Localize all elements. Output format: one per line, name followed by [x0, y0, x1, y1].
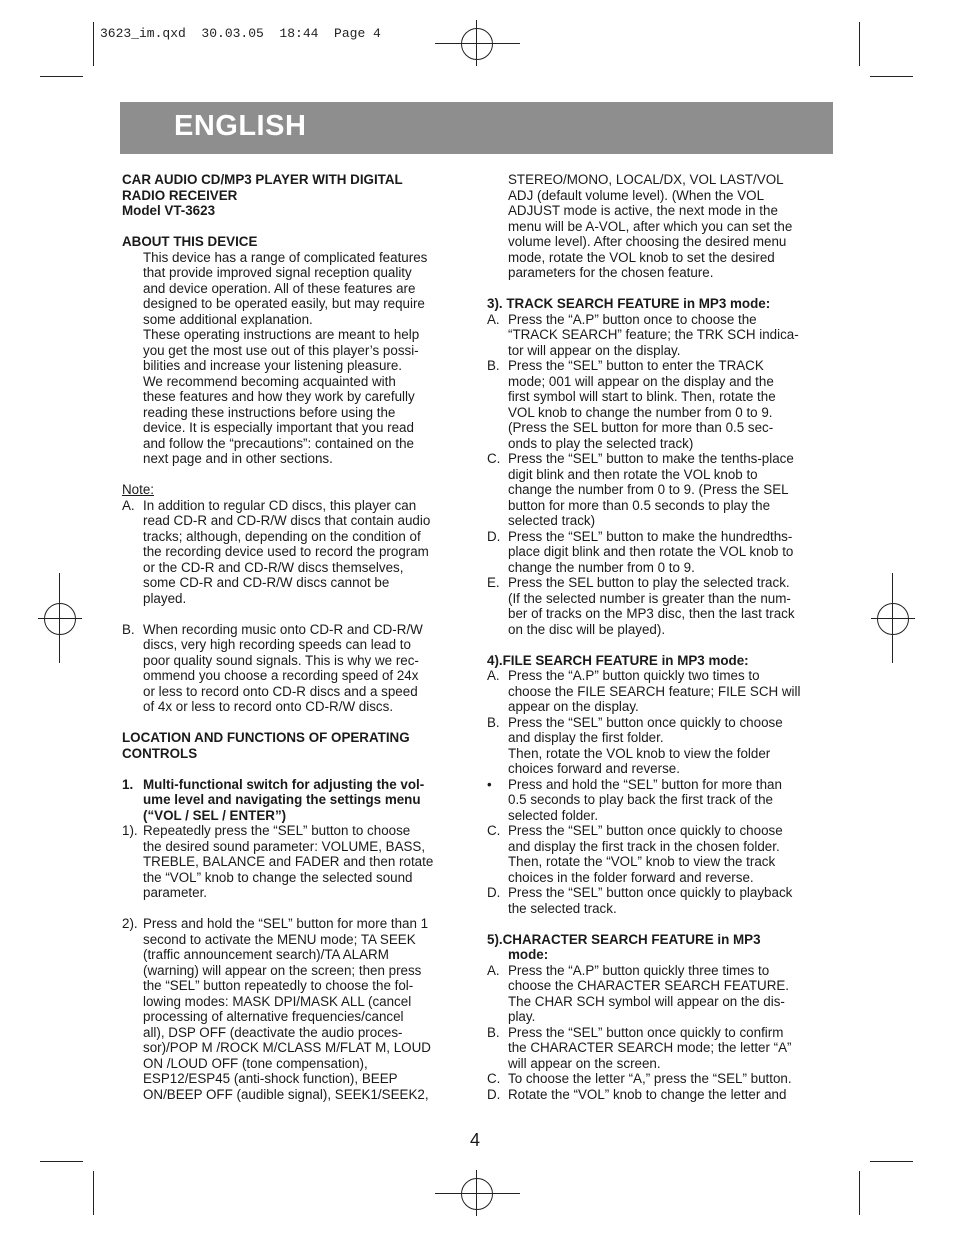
- language-banner: [120, 102, 833, 154]
- text-line: and follow the “precautions”: contained on the: [143, 435, 414, 451]
- right-column: [487, 172, 832, 1102]
- control-subitem-1: [122, 823, 467, 901]
- text-line: the CHARACTER SEARCH mode; the letter “A”: [508, 1040, 792, 1055]
- text-line: Press the “SEL” button once quickly to confirm: [508, 1024, 784, 1040]
- list-item: [487, 715, 832, 777]
- list-item: [487, 963, 832, 1025]
- text-line: Press the “SEL” button once quickly to choose: [508, 714, 783, 730]
- note-item-b: [122, 622, 467, 715]
- text-line: selected track): [508, 513, 596, 528]
- list-item: [487, 777, 832, 824]
- note-label: Note:: [122, 482, 155, 497]
- list-marker: D.: [487, 1086, 501, 1102]
- list-marker: 2).: [122, 916, 138, 931]
- text-line: Rotate the “VOL” knob to change the letter and: [508, 1086, 787, 1102]
- text-line: all), DSP OFF (deactivate the audio proces-: [143, 1024, 403, 1040]
- text-line: (warning) will appear on the screen; then press: [143, 962, 422, 978]
- text-line: Press the “A.P” button quickly two times to: [508, 668, 760, 683]
- list-marker: C.: [487, 1071, 501, 1086]
- text-line: parameters for the chosen feature.: [508, 265, 714, 280]
- text-line: next page and in other sections.: [143, 451, 333, 466]
- text-line: VOL knob to change the number from 0 to 9.: [508, 404, 773, 420]
- text-line: Press the “SEL” button to make the hundredths-: [508, 528, 793, 544]
- character-search-list: [487, 963, 832, 1103]
- text-line: the recording device used to record the program: [143, 544, 429, 559]
- text-line: change the number from 0 to 9.: [508, 559, 695, 575]
- text-line: of 4x or less to record onto CD-R/W discs.: [143, 699, 394, 714]
- text-line: ON /LOUD OFF (tone compensation),: [143, 1055, 368, 1071]
- location-heading: LOCATION AND FUNCTIONS OF OPERATING: [122, 730, 410, 745]
- text-line: ON/BEEP OFF (audible signal), SEEK1/SEEK2,: [143, 1086, 429, 1102]
- text-line: ADJUST mode is active, the next mode in the: [508, 203, 778, 218]
- text-line: In addition to regular CD discs, this player can: [143, 497, 417, 513]
- text-line: processing of alternative frequencies/cancel: [143, 1009, 404, 1024]
- text-line: This device has a range of complicated features: [143, 249, 428, 265]
- text-line: 0.5 seconds to play back the first track of the: [508, 792, 773, 807]
- list-marker: •: [487, 776, 492, 792]
- text-line: on the disc will be played).: [508, 621, 666, 637]
- text-line: Press the “SEL” button to enter the TRACK: [508, 358, 764, 373]
- list-marker: B.: [122, 621, 135, 637]
- list-item: [487, 312, 832, 359]
- text-line: These operating instructions are meant to help: [143, 327, 420, 342]
- list-marker: B.: [487, 1024, 500, 1040]
- text-line: Press the “A.P” button once to choose the: [508, 311, 757, 327]
- text-line: Press and hold the “SEL” button for more than 1: [143, 916, 429, 931]
- text-line: place digit blink and then rotate the VOL knob to: [508, 544, 794, 559]
- list-marker: A.: [487, 311, 500, 327]
- text-line: (“VOL / SEL / ENTER”): [143, 807, 287, 823]
- text-line: digit blink and then rotate the VOL knob to: [508, 466, 758, 482]
- text-line: poor quality sound signals. This is why we rec-: [143, 652, 419, 668]
- list-marker: D.: [487, 885, 501, 900]
- text-line: mode, rotate the VOL knob to set the desired: [508, 249, 775, 265]
- text-line: ber of tracks on the MP3 disc, then the last track: [508, 606, 795, 621]
- text-line: Press the “A.P” button quickly three times to: [508, 962, 770, 978]
- list-item: [487, 451, 832, 529]
- text-line: second to activate the MENU mode; TA SEEK: [143, 931, 416, 947]
- list-item: [487, 823, 832, 885]
- text-line: played.: [143, 590, 187, 606]
- character-search-heading: mode:: [508, 947, 549, 962]
- list-marker: E.: [487, 575, 500, 590]
- list-marker: A.: [122, 497, 135, 513]
- about-heading: ABOUT THIS DEVICE: [122, 234, 258, 249]
- list-marker: C.: [487, 823, 501, 838]
- list-marker: A.: [487, 962, 500, 978]
- text-line: lowing modes: MASK DPI/MASK ALL (cancel: [143, 993, 412, 1009]
- list-item: [487, 529, 832, 576]
- text-line: (Press the SEL button for more than 0.5 sec-: [508, 420, 774, 435]
- text-line: choose the CHARACTER SEARCH FEATURE.: [508, 978, 790, 993]
- list-marker: B.: [487, 358, 500, 373]
- text-line: first symbol will start to blink. Then, rotate the: [508, 389, 776, 404]
- text-line: mode; 001 will appear on the display and the: [508, 373, 774, 389]
- text-line: Press the SEL button to play the selected track.: [508, 575, 790, 590]
- character-search-heading: 5).CHARACTER SEARCH FEATURE in MP3: [487, 931, 761, 947]
- text-line: When recording music onto CD-R and CD-R/W: [143, 621, 423, 637]
- text-line: that provide improved signal reception quality: [143, 265, 412, 280]
- note-item-a: [122, 498, 467, 607]
- text-line: Press and hold the “SEL” button for more than: [508, 776, 782, 792]
- text-line: choose the FILE SEARCH feature; FILE SCH will: [508, 683, 801, 699]
- text-line: “TRACK SEARCH” feature; the TRK SCH indica-: [508, 327, 799, 342]
- control-item-1: [122, 777, 467, 824]
- list-item: [487, 1025, 832, 1072]
- text-line: tracks; although, depending on the condition of: [143, 528, 421, 544]
- text-line: To choose the letter “A,” press the “SEL” button.: [508, 1071, 792, 1086]
- location-heading: CONTROLS: [122, 745, 198, 761]
- file-slug: 3623_im.qxd 30.03.05 18:44 Page 4: [100, 26, 381, 41]
- text-line: TREBLE, BALANCE and FADER and then rotate: [143, 854, 434, 869]
- text-line: Press the “SEL” button once quickly to playback: [508, 885, 793, 900]
- doc-model: Model VT-3623: [122, 203, 216, 218]
- text-line: designed to be operated easily, but may require: [143, 296, 425, 311]
- text-line: reading these instructions before using the: [143, 404, 396, 420]
- text-line: Press the “SEL” button to make the tenths-place: [508, 451, 794, 466]
- text-line: change the number from 0 to 9. (Press the SEL: [508, 482, 789, 497]
- file-search-heading: 4).FILE SEARCH FEATURE in MP3 mode:: [487, 652, 749, 668]
- page-number: 4: [470, 1130, 481, 1150]
- text-line: or less to record onto CD-R discs and a speed: [143, 683, 418, 699]
- text-line: The CHAR SCH symbol will appear on the dis-: [508, 993, 785, 1009]
- text-line: (traffic announcement search)/TA ALARM: [143, 947, 389, 962]
- text-line: Repeatedly press the “SEL” button to choose: [143, 823, 411, 838]
- doc-title-line: RADIO RECEIVER: [122, 187, 238, 203]
- text-line: STEREO/MONO, LOCAL/DX, VOL LAST/VOL: [508, 172, 784, 187]
- list-item: [487, 358, 832, 451]
- text-line: read CD-R and CD-R/W discs that contain audio: [143, 513, 431, 528]
- list-marker: D.: [487, 528, 501, 544]
- text-line: the selected track.: [508, 900, 617, 916]
- text-line: will appear on the screen.: [508, 1055, 661, 1071]
- text-line: play.: [508, 1009, 536, 1024]
- text-line: you get the most use out of this player’s possi-: [143, 342, 419, 358]
- file-search-list: [487, 668, 832, 916]
- text-line: Multi-functional switch for adjusting the vol-: [143, 776, 425, 792]
- text-line: choices forward and reverse.: [508, 761, 680, 776]
- list-marker: C.: [487, 451, 501, 466]
- text-line: the “SEL” button repeatedly to choose the fol-: [143, 978, 414, 993]
- left-column: [122, 172, 467, 1102]
- control-subitem-2: [122, 916, 467, 1102]
- text-line: or the CD-R and CD-R/W discs themselves,: [143, 559, 404, 575]
- text-line: and display the first folder.: [508, 730, 664, 745]
- text-line: the “VOL” knob to change the selected sound: [143, 869, 413, 885]
- list-item: [487, 668, 832, 715]
- text-line: We recommend becoming acquainted with: [143, 373, 396, 389]
- text-line: parameter.: [143, 885, 208, 900]
- text-line: and display the first track in the chosen folder.: [508, 838, 780, 854]
- menu-continuation: [487, 172, 832, 281]
- text-line: button for more than 0.5 seconds to play the: [508, 497, 771, 513]
- text-line: these features and how they work by carefully: [143, 389, 415, 404]
- text-line: appear on the display.: [508, 699, 639, 714]
- text-line: selected folder.: [508, 807, 599, 823]
- text-line: sor)/POP M /ROCK M/CLASS M/FLAT M, LOUD: [143, 1040, 431, 1055]
- banner-title: ENGLISH: [174, 110, 307, 142]
- about-text: [122, 250, 467, 467]
- text-line: Then, rotate the VOL knob to view the folder: [508, 745, 771, 761]
- text-line: ume level and navigating the settings menu: [143, 792, 421, 807]
- doc-title-line: CAR AUDIO CD/MP3 PLAYER WITH DIGITAL: [122, 172, 403, 187]
- text-line: (If the selected number is greater than the num-: [508, 590, 791, 606]
- list-item: [487, 1071, 832, 1087]
- text-line: ESP12/ESP45 (anti-shock function), BEEP: [143, 1071, 398, 1086]
- track-search-list: [487, 312, 832, 638]
- text-line: menu will be A-VOL, after which you can set the: [508, 218, 793, 234]
- list-item: [487, 1087, 832, 1103]
- text-line: onds to play the selected track): [508, 435, 694, 451]
- text-line: Then, rotate the “VOL” knob to view the track: [508, 854, 776, 869]
- text-line: some CD-R and CD-R/W discs cannot be: [143, 575, 390, 590]
- text-line: discs, very high recording speeds can lead to: [143, 637, 411, 652]
- list-marker: A.: [487, 668, 500, 683]
- text-line: and device operation. All of these features are: [143, 280, 416, 296]
- list-marker: 1).: [122, 823, 138, 838]
- text-line: choices in the folder forward and reverse.: [508, 869, 754, 885]
- list-item: [487, 575, 832, 637]
- text-line: bilities and increase your listening pleasure.: [143, 358, 403, 373]
- text-line: volume level). After choosing the desired menu: [508, 234, 787, 249]
- list-marker: 1.: [122, 776, 134, 792]
- list-marker: B.: [487, 714, 500, 730]
- text-line: Press the “SEL” button once quickly to choose: [508, 823, 783, 838]
- text-line: ADJ (default volume level). (When the VOL: [508, 187, 765, 203]
- text-line: the desired sound parameter: VOLUME, BASS,: [143, 838, 426, 854]
- text-line: ommend you choose a recording speed of 24x: [143, 668, 419, 683]
- text-line: device. It is especially important that you read: [143, 420, 414, 435]
- text-line: some additional explanation.: [143, 311, 313, 327]
- track-search-heading: 3). TRACK SEARCH FEATURE in MP3 mode:: [487, 296, 771, 311]
- text-line: tor will appear on the display.: [508, 342, 681, 358]
- list-item: [487, 885, 832, 916]
